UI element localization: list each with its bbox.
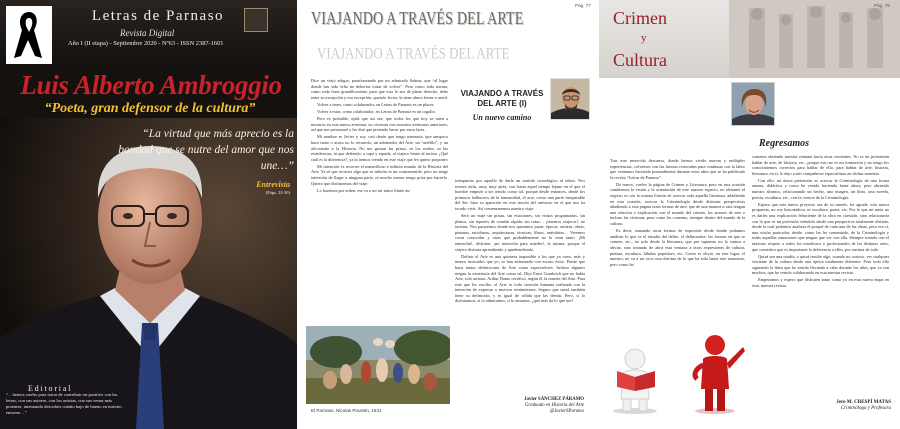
- column-title-line1: Crimen: [613, 8, 667, 28]
- article-column-left: [311, 78, 448, 195]
- paragraph: Espero que este nuevo proyecto sea de su interés, les agrade, esta nueva propuesta, no soy historiadora, ni escultora, poeta, etc. Por lo que mi meta no es darles una explicación fehaciente de la obra en cuestión, sino relacionarla con lo que es mi profesión viéndolo desde una perspectiva totalmente distinta, desde la cual podamos analizar el porqué de cada una de las obras, pero eso sí, una visión particular, desde, como les he comentado, de la Criminología y todas aquellas situaciones que tengan que ver con ella. Siempre tratado con el máximo respeto a todos los estudiosos y profesionales de las distintas artes, que considero que es importante la deferencia a ellos, por encima de todo.: [752, 201, 889, 252]
- column-title-line3: Cultura: [613, 50, 667, 70]
- cover-page: [0, 0, 297, 429]
- page-number: Pág. 75: [874, 3, 890, 8]
- column-signature: [799, 400, 891, 413]
- paragraph: Volver a tener, como colaborador, en Letras de Parnaso es un placer.: [317, 101, 435, 107]
- article-subtitle: Un nuevo camino: [472, 113, 532, 122]
- figures-illustration: [605, 325, 750, 415]
- column-text-left: [610, 158, 745, 269]
- paragraph: Será un viaje sin prisas, sin estaciones, sin visitas programadas, sin planos, sin tiquetes de comida rápida, sin rutas… ¡seremos viajeros!, no turistas. Nos pararemos donde nos queramos parar: épocas, artistas, obras, pinturas, esculturas, arquitecturas, técnicas, libros, anécdotas… Veremos cosas conocidas y otras que probablemente no lo sean tanto. ¡Mi intención!, disfrutar, ¡mi intención para ustedes!, la misma, porque el viajero disfruta aprendiendo y aprehendiendo.: [455, 213, 585, 252]
- paragraph: toimpuesto por aquello de darle un sentido cronológico al relato. Nos iremos atrás, muy, muy atrás, casi hasta aquel tiempo lejano en el que el hombre empezó a ser tenido como tal, porque desde entonces, desde los primeros balbuceos de la humanidad, el arte, como una parte inseparable del Ser, hizo su aparición en este rincón del universo en el que nos ha tocado vivir. Así comenzaremos nuestro viaje.: [455, 178, 585, 211]
- column-title-line2: y: [641, 32, 647, 44]
- painting-caption: El Parnaso. Nicolas Poussin, 1631: [311, 408, 382, 413]
- paragraph: Lo haremos por orden, ese va a ser mi único límite au-: [317, 187, 411, 193]
- headline-subtitle: “Poeta, gran defensor de la cultura”: [44, 101, 256, 116]
- interview-label: Entrevista: [256, 180, 290, 189]
- cover-quote: “La virtud que más aprecio es la bondad que se nutre del amor que nos une…”: [118, 128, 294, 172]
- paragraph: Dice un viejo adagio, parafraseando por mi admirado Sabina, que “al lugar donde has sido feliz no deberías tratar de volver”. Pero como toda norma, como toda frase grandilocuente, para que esta lo sea de pleno derecho, debe tener su excepción y esa excepción, querido lector, la tiene ahora frente a usted.: [311, 78, 448, 100]
- paragraph: Quizá sea una osadía, o quizá resulte algo, cuando no curioso, ver cualquier vertiente de la cultura desde una óptica totalmente diferente. Pero todo ello siguiendo la línea que he venido llevando a cabo durante los años, que ya son muchos, que he venido colaborando en esta nuestra revista.: [752, 253, 889, 276]
- section-header-echo: VIAJANDO A TRAVÉS DEL ARTE: [317, 44, 510, 62]
- paragraph: Empezamos y espero que disfruten tanto como yo en esta nueva etapa en esta, nuestra revista.: [752, 277, 889, 289]
- paragraph: De nuevo, vuelve la página de Crimen y Literatura, pero en esta ocasión cambiamos la visión y la orientación de este nuestro espacio, no obstante el regreso es con la misma ilusión de acercar toda aquella literatura, añadiendo en esta ocasión, acercar la Criminología desde distintas perspectivas añadiendo a esta página otras formas de arte, que de una manera u otra tengan una relación o explicación con el mundo del crimen, los autores de este e incluso las víctimas; pero como les comento, siempre dentro del mundo de la cultura.: [610, 181, 745, 227]
- article-title: VIAJANDO A TRAVÉS DEL ARTE (I): [460, 89, 544, 108]
- article-column-right: [455, 178, 585, 306]
- columnist-name: Jero M. CRESPÍ MATAS: [836, 400, 891, 405]
- columnist-photo: [731, 82, 775, 126]
- column-banner: [599, 0, 900, 78]
- column-text-right: [752, 154, 889, 290]
- headline-name: Luis Alberto Ambroggio: [20, 70, 282, 100]
- paragraph: Mi nombre es Javier y soy, casi desde que tengo memoria, que tampoco hace tanto o acaso no lo recuerdo, un admirador del Arte, un “artéfilo”, y un aficionado a la Historia. No me gustan las prisas, ni los ruidos, ni las estridencias, ni que defiendo, a capa y espada, al viajero frente al turista. ¿Qué cuál es la diferencia?, ya la iremos viendo en este viaje que les quiero proponer.: [311, 134, 448, 162]
- column-heading: Regresamos: [759, 138, 809, 149]
- author-name: Javier SÁNCHEZ PÁRAMO: [524, 397, 584, 402]
- emblem-icon: [244, 8, 268, 32]
- paragraph: Tras este merecido descanso, donde hemos vivido nuevas y múltiples experiencias, volvemos con las fuerzas renovadas para continuar con la labor que veníamos haciendo puntualmente durante estos años que se ha publicado la revista “Letras de Parnaso”.: [610, 158, 745, 180]
- issue-line: Año I (II etapa) - Septiembre 2020 - Nº63 - ISSN 2387-1601: [68, 40, 224, 47]
- column-page: [599, 0, 900, 429]
- paragraph: Mi intención es recorrer el maravilloso e infinito mundo de la Historia del Arte. Ya sé que recorrer algo que es infinito es un contrasentido, pero no tengo intención de llegar a ninguna parte, ni mucho menos tengo prisa por hacerlo. Quiero que disfrutemos del viaje.: [311, 163, 448, 186]
- editorial-text: “…hemos vuelto para tratar de contribuir en positivo con las letras, con sus autores, con los artistas, con sus venas más potentes, intentando descubrir cuánto bajo de bueno en nuestro entorno…”: [6, 392, 122, 415]
- page-number: Pág. 77: [575, 3, 591, 8]
- editorial-title: Editorial: [28, 384, 73, 393]
- author-photo: [550, 78, 590, 120]
- paragraph: Es decir, sumando otras formas de expresión desde donde podamos analizar lo que es el estudio del delito, el delincuente, las formas en que se comete, etc., no solo desde la literatura, que por supuesto no lo vamos a obviar, sino tratando de abrir esta ventana a otras expresiones de cultura, pintura, escultura, fábulas populares, etc. Como es obvio, en este lugar, el nuestro, no va a ser otra cosa distinta de lo que ha sido hasta este momento, pero como les: [610, 228, 745, 267]
- paragraph: Definir el Arte es una quimera imposible a los que ya otros, más y menos instruidos que yo, se han enfrentado con escaso éxito. Puede que haya tantas definiciones de Arte como espectadores. Incluso algunos niegan la existencia del Arte como tal. Dijo Ernst Gombrich que no había Arte, solo artistas. Arthur Danto certificó, según él, la muerte del Arte. Para este que les escribe, el Arte es toda creación humana realizada con la intención de expresar o motivar sentimientos. Seguro que usted también tiene su definición, y es igual de válida que las demás. Pero, si lo disfrutamos, si lo admiramos, si lo amamos, ¿qué más da lo que sea?: [455, 253, 585, 304]
- mourning-ribbon-icon: [6, 6, 52, 64]
- columnist-role: Criminóloga y Profesora: [840, 406, 891, 412]
- author-handle: @JavierSParamo: [549, 409, 584, 414]
- paragraph: Con ello, mi única pretensión es acercar la Criminología de una forma amena, didáctica y como he venido haciendo hasta ahora, pero abriendo nuestro abanico, relacionando un hecho, una imagen, un libro, una novela, poesía, escultura, etc., con la ciencia de la Criminología.: [752, 177, 889, 200]
- article-page: [299, 0, 597, 429]
- painting-image: [306, 326, 450, 404]
- magazine-title: Letras de Parnaso: [91, 8, 225, 24]
- section-header: VIAJANDO A TRAVÉS DEL ARTE: [311, 10, 524, 29]
- paragraph: Pero es probable, ojalá que así sea, que todos los que hoy se unen a nosotros en esta nueva aventura, no vivieran con nosotros aventuras anteriores, así que me presentaré y les diré que pretendo hacer por estos lares.: [311, 116, 448, 133]
- article-signature: [489, 397, 584, 415]
- paragraph: comento abriendo nuestra ventana hacia otras vertientes. No es mi pretensión hablar de arte, de historia, etc., porque esto no es mi formación y no tengo los conocimientos correctos para hablar de ello, para hablar de arte, historia, literatura, en sí, lo dejo a mis compañeros especialistas en dichas materias.: [752, 154, 889, 176]
- magazine-subtitle: Revista Digital: [120, 28, 175, 38]
- author-role: Graduado en Historia del Arte: [524, 403, 584, 408]
- interview-pages: (Págs. 22-30): [265, 190, 290, 195]
- paragraph: Volver a estar, como colaborador, en Letras de Parnaso es un orgullo.: [317, 108, 436, 114]
